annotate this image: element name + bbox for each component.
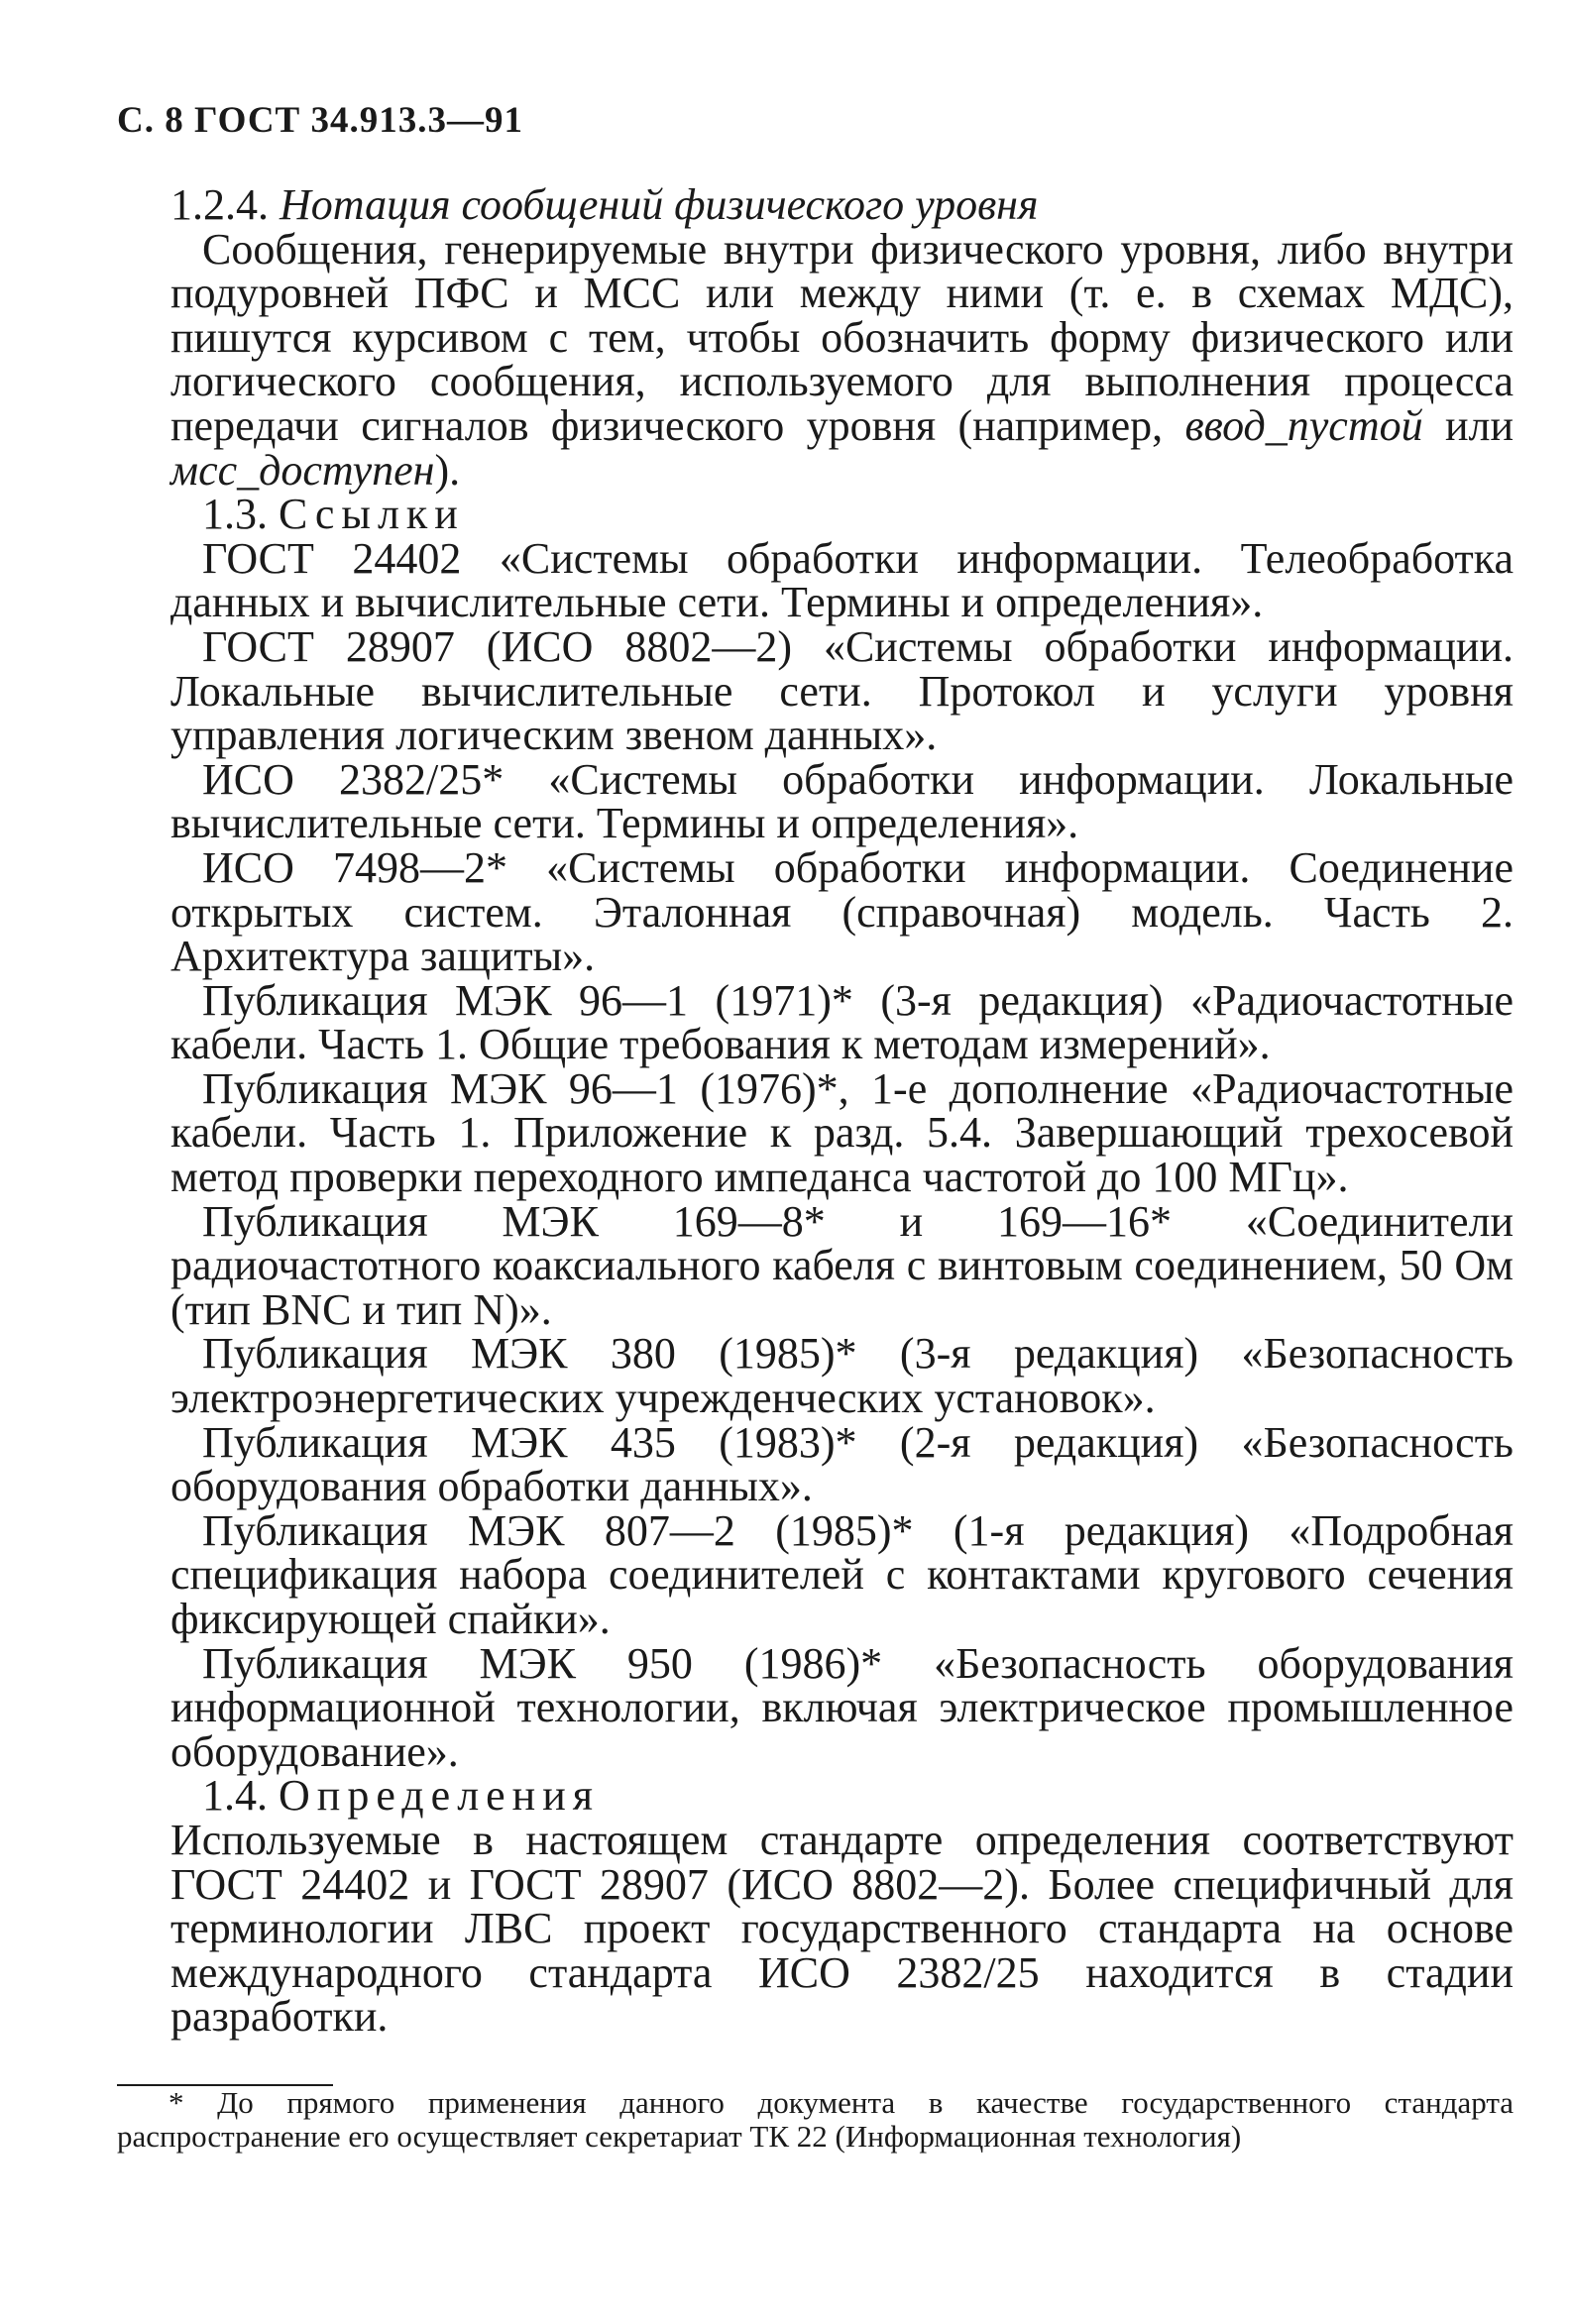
reference-item: ИСО 7498—2* «Системы обработки информации. Соединение открытых систем. Эталонная (справочная) модель. Часть 2. Архитектура защиты». [170, 842, 1514, 981]
reference-item: Публикация МЭК 96—1 (1971)* (3-я редакция) «Радиочастотные кабели. Часть 1. Общие требования к методам измерений». [170, 975, 1514, 1069]
section-number: 1.4. [202, 1771, 268, 1821]
reference-item: ИСО 2382/25* «Системы обработки информации. Локальные вычислительные сети. Термины и определения». [170, 754, 1514, 848]
section-heading-1-4 [170, 1771, 1514, 1821]
footnote-text: До прямого применения данного документа в качестве государственного стандарта распространение его осуществляет секретариат ТК 22 (Информационная технология) [117, 2085, 1514, 2154]
page-header: С. 8 ГОСТ 34.913.3—91 [117, 100, 523, 141]
paragraph [170, 224, 1515, 495]
section-title: Ссылки [279, 490, 465, 539]
document-body [170, 180, 1515, 2042]
paragraph: Используемые в настоящем стандарте определения соответствуют ГОСТ 24402 и ГОСТ 28907 (ИСО 8802—2). Более специфичный для терминологии ЛВС проект государственного стандарта на основе международного стандарта ИСО 2382/25 находится в стадии разработки. [170, 1815, 1514, 2042]
section-title: Нотация сообщений физического уровня [280, 180, 1039, 229]
paragraph-text: Сообщения, генерируемые внутри физического уровня, либо внутри подуровней ПФС и МСС или между ними (т. е. в схемах МДС), пишутся курсивом с тем, чтобы обозначить форму физического или логического сообщения, используемого для выполнения процесса передачи сигналов физического уровня (например, [170, 224, 1514, 450]
section-number: 1.2.4. [170, 180, 269, 229]
example-term: ввод_пустой [1184, 400, 1423, 450]
reference-item: ГОСТ 24402 «Системы обработки информации. Телеобработка данных и вычислительные сети. Термины и определения». [170, 533, 1514, 627]
reference-item: ГОСТ 28907 (ИСО 8802—2) «Системы обработки информации. Локальные вычислительные сети. Протокол и услуги уровня управления логическим звеном данных». [170, 621, 1514, 760]
section-heading-1-2-4 [170, 180, 1514, 229]
reference-item: Публикация МЭК 807—2 (1985)* (1-я редакция) «Подробная спецификация набора соединителей с контактами кругового сечения фиксирующей спайки». [170, 1505, 1514, 1643]
footnote [117, 2086, 1514, 2154]
example-joiner: или [1444, 400, 1515, 450]
section-title: Определения [279, 1771, 601, 1821]
reference-item: Публикация МЭК 380 (1985)* (3-я редакция) «Безопасность электроэнергетических учрежденческих установок». [170, 1329, 1514, 1423]
section-heading-1-3 [170, 490, 1514, 539]
section-number: 1.3. [202, 490, 268, 539]
reference-item: Публикация МЭК 950 (1986)* «Безопасность оборудования информационной технологии, включая электрическое промышленное оборудование». [170, 1638, 1514, 1776]
footnote-marker: * [168, 2085, 184, 2120]
reference-item: Публикация МЭК 169—8* и 169—16* «Соединители радиочастотного коаксиального кабеля с винтовым соединением, 50 Ом (тип BNC и тип N)». [170, 1196, 1514, 1334]
reference-item: Публикация МЭК 96—1 (1976)*, 1-е дополнение «Радиочастотные кабели. Часть 1. Приложение к разд. 5.4. Завершающий трехосевой метод проверки переходного импеданса частотой до 100 МГц». [170, 1063, 1514, 1202]
example-tail: ). [434, 445, 461, 495]
example-term: мсс_доступен [170, 445, 435, 495]
reference-item: Публикация МЭК 435 (1983)* (2-я редакция) «Безопасность оборудования обработки данных». [170, 1417, 1514, 1511]
